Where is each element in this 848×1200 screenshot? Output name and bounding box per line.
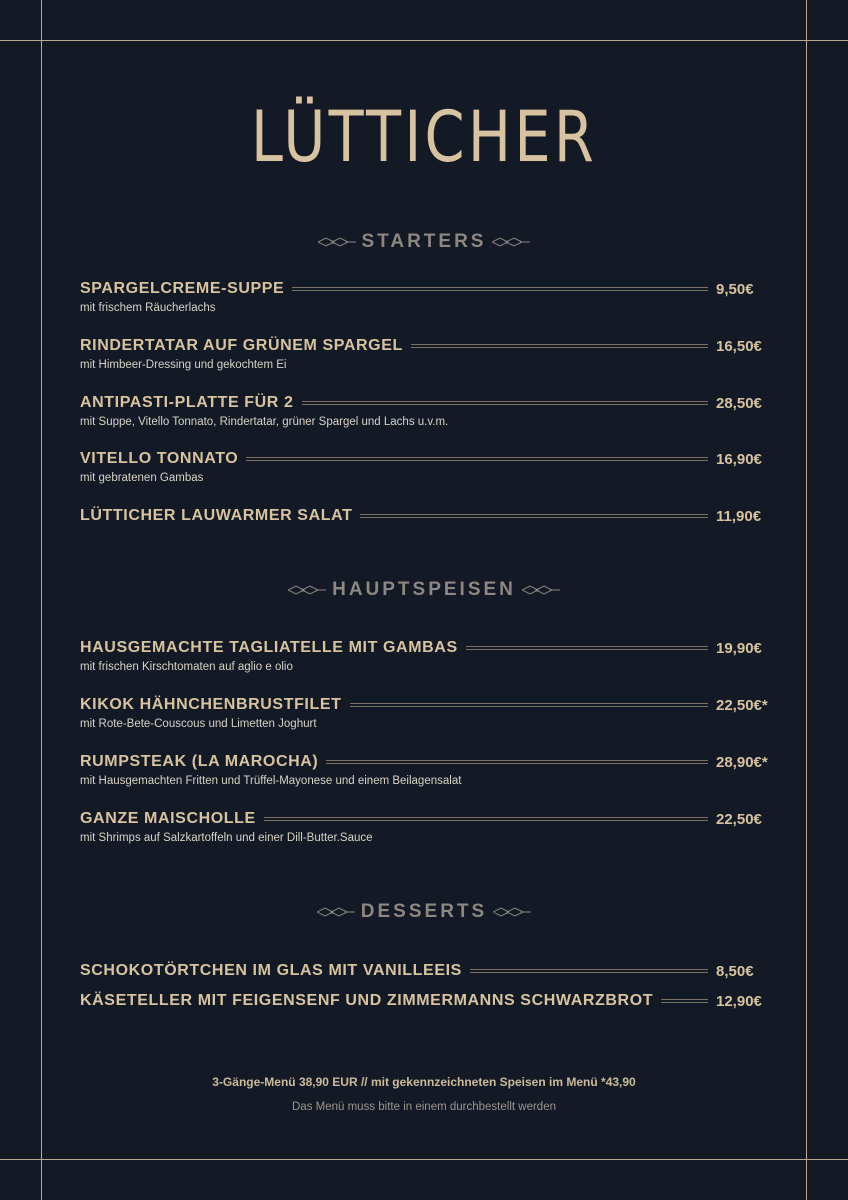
ornament-icon xyxy=(318,237,356,247)
menu-item xyxy=(80,809,774,844)
ornament-icon xyxy=(522,585,560,595)
menu-item-price: 22,50€* xyxy=(716,696,768,714)
menu-item-name: VITELLO TONNATO xyxy=(80,450,239,467)
leader-line xyxy=(360,514,708,518)
menu-item-description: mit Suppe, Vitello Tonnato, Rindertatar, grüner Spargel und Lachs u.v.m. xyxy=(80,416,449,428)
section-heading-label: HAUPTSPEISEN xyxy=(332,579,516,600)
menu-item-price: 8,50€ xyxy=(716,962,754,980)
menu-item-name: SCHOKOTÖRTCHEN IM GLAS MIT VANILLEEIS xyxy=(80,962,462,979)
menu-item-name: KIKOK HÄHNCHENBRUSTFILET xyxy=(80,696,342,713)
frame-line-bottom xyxy=(0,1159,848,1160)
ornament-icon xyxy=(317,907,355,917)
section-heading xyxy=(0,579,848,601)
leader-line xyxy=(326,760,708,764)
section-heading xyxy=(0,231,848,253)
menu-item-price: 9,50€ xyxy=(716,280,754,298)
menu-item xyxy=(80,279,774,314)
menu-item xyxy=(80,638,774,673)
ornament-icon xyxy=(493,907,531,917)
leader-line xyxy=(661,999,708,1003)
section-heading-label: DESSERTS xyxy=(360,901,488,922)
menu-order-note: Das Menü muss bitte in einem durchbestellt werden xyxy=(292,1101,556,1113)
menu-item-description: mit gebratenen Gambas xyxy=(80,472,204,484)
menu-item xyxy=(80,336,774,371)
menu-item-name: ANTIPASTI-PLATTE FÜR 2 xyxy=(80,394,294,411)
menu-item-description: mit Rote-Bete-Couscous und Limetten Joghurt xyxy=(80,718,317,730)
menu-item xyxy=(80,695,774,730)
menu-item-name: HAUSGEMACHTE TAGLIATELLE MIT GAMBAS xyxy=(80,639,458,656)
menu-item-description: mit frischen Kirschtomaten auf aglio e olio xyxy=(80,661,293,673)
menu-item-price: 16,50€ xyxy=(716,337,762,355)
menu-item-name: KÄSETELLER MIT FEIGENSENF UND ZIMMERMANNS SCHWARZBROT xyxy=(80,992,654,1009)
menu-item-price: 11,90€ xyxy=(716,507,762,525)
menu-item-price: 12,90€ xyxy=(716,992,762,1010)
menu-item xyxy=(80,393,774,428)
ornament-icon xyxy=(288,585,326,595)
menu-item xyxy=(80,506,774,526)
menu-item-description: mit Hausgemachten Fritten und Trüffel-Mayonese und einem Beilagensalat xyxy=(80,775,462,787)
leader-line xyxy=(246,457,708,461)
menu-item xyxy=(80,449,774,484)
leader-line xyxy=(292,287,708,291)
ornament-icon xyxy=(492,237,530,247)
menu-item xyxy=(80,752,774,787)
menu-item-price: 28,50€ xyxy=(716,394,762,412)
menu-item-name: SPARGELCREME-SUPPE xyxy=(80,280,285,297)
leader-line xyxy=(470,969,708,973)
menu-item-name: RINDERTATAR AUF GRÜNEM SPARGEL xyxy=(80,337,403,354)
leader-line xyxy=(264,817,708,821)
leader-line xyxy=(466,646,708,650)
section-heading-label: STARTERS xyxy=(361,231,487,252)
leader-line xyxy=(411,344,708,348)
menu-item-description: mit frischem Räucherlachs xyxy=(80,302,216,314)
restaurant-logo-title: LÜTTICHER xyxy=(250,96,598,178)
menu-item-name: GANZE MAISCHOLLE xyxy=(80,810,256,827)
menu-item xyxy=(80,961,774,981)
menu-item-price: 16,90€ xyxy=(716,450,762,468)
menu-item-description: mit Himbeer-Dressing und gekochtem Ei xyxy=(80,359,287,371)
section-heading xyxy=(0,901,848,923)
leader-line xyxy=(350,703,708,707)
menu-item-price: 22,50€ xyxy=(716,810,762,828)
menu-item-name: RUMPSTEAK (LA MAROCHA) xyxy=(80,753,319,770)
frame-line-top xyxy=(0,40,848,41)
leader-line xyxy=(302,401,709,405)
menu-item-price: 19,90€ xyxy=(716,639,762,657)
menu-item-name: LÜTTICHER LAUWARMER SALAT xyxy=(80,507,353,524)
menu-item xyxy=(80,991,774,1011)
menu-item-description: mit Shrimps auf Salzkartoffeln und einer Dill-Butter.Sauce xyxy=(80,832,373,844)
menu-offer-note: 3-Gänge-Menü 38,90 EUR // mit gekennzeichneten Speisen im Menü *43,90 xyxy=(212,1075,636,1089)
menu-item-price: 28,90€* xyxy=(716,753,768,771)
